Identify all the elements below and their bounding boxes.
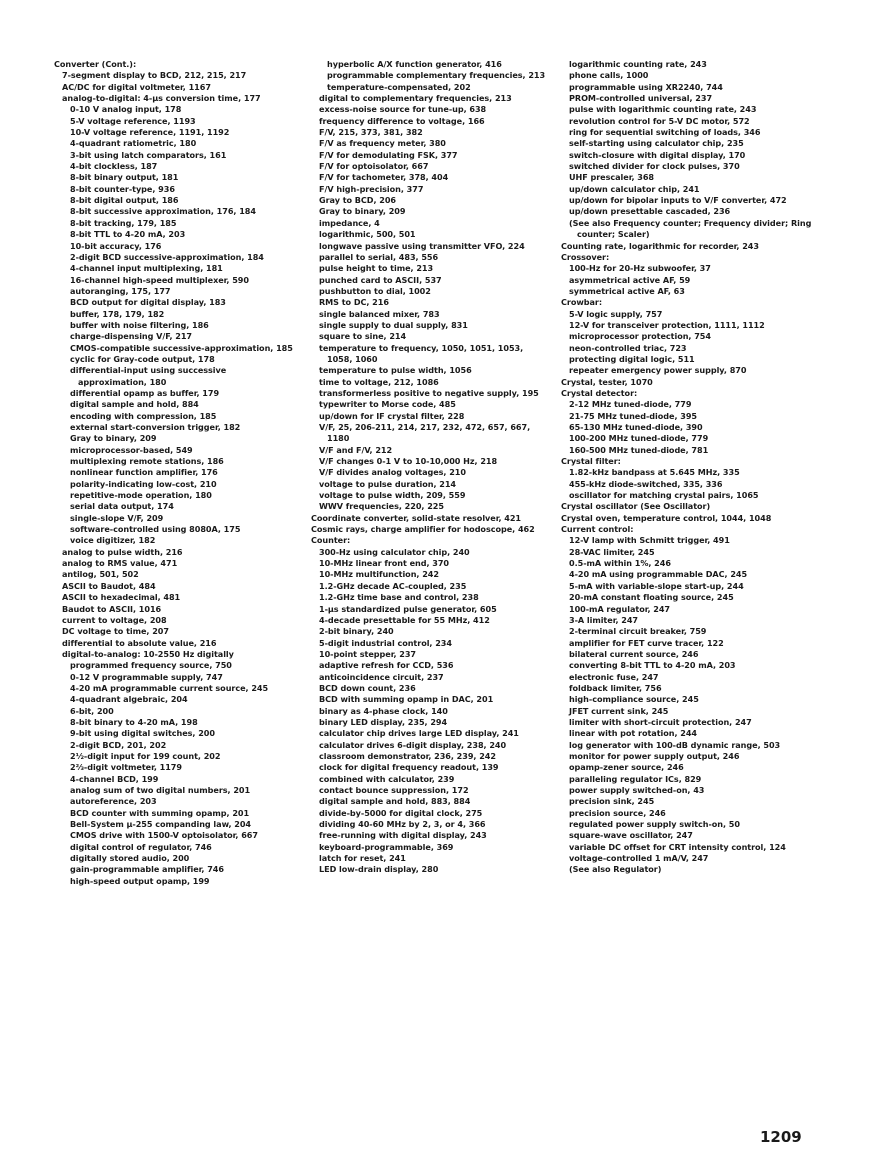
index-entry: limiter with short-circuit protection, 247 [569, 716, 752, 727]
index-entry: digital sample and hold, 883, 884 [319, 796, 471, 807]
index-entry: high-compliance source, 245 [569, 694, 699, 705]
index-entry: differential-input using successive approximation, 180 [70, 365, 227, 387]
index-entry: Gray to binary, 209 [319, 206, 406, 217]
index-entry: 4-20 mA programmable current source, 245 [70, 682, 269, 693]
index-entry: F/V as frequency meter, 380 [319, 138, 446, 149]
index-entry: 3-bit using latch comparators, 161 [70, 149, 227, 160]
index-entry: anticoincidence circuit, 237 [319, 671, 444, 682]
index-entry: self-starting using calculator chip, 235 [569, 138, 744, 149]
index-entry: 2-digit BCD successive-approximation, 184 [70, 251, 264, 262]
index-entry: repeater emergency power supply, 870 [569, 365, 747, 376]
index-entry: temperature to frequency, 1050, 1051, 1053, 1058, 1060 [319, 342, 524, 364]
index-entry: 5-V voltage reference, 1193 [70, 115, 196, 126]
index-entry: 10-MHz multifunction, 242 [319, 569, 439, 580]
index-entry: PROM-controlled universal, 237 [569, 93, 713, 104]
index-entry: repetitive-mode operation, 180 [70, 490, 212, 501]
index-entry: LED low-drain display, 280 [319, 864, 439, 875]
index-entry: keyboard-programmable, 369 [319, 841, 454, 852]
index-entry: analog to pulse width, 216 [62, 546, 183, 557]
index-entry: calculator drives 6-digit display, 238, 240 [319, 739, 507, 750]
index-entry: foldback limiter, 756 [569, 682, 662, 693]
index-entry: paralleling regulator ICs, 829 [569, 773, 702, 784]
index-entry: 100-200 MHz tuned-diode, 779 [569, 433, 709, 444]
index-entry: charge-dispensing V/F, 217 [70, 331, 192, 342]
index-entry: precision source, 246 [569, 807, 666, 818]
index-entry: JFET current sink, 245 [569, 705, 669, 716]
index-entry: V/F divides analog voltages, 210 [319, 467, 466, 478]
index-entry: analog to RMS value, 471 [62, 558, 178, 569]
index-heading: Current control: [561, 524, 634, 535]
index-entry: 7-segment display to BCD, 212, 215, 217 [62, 70, 247, 81]
index-entry: bilateral current source, 246 [569, 648, 699, 659]
index-entry: 4-bit clockless, 187 [70, 161, 158, 172]
index-entry: BCD counter with summing opamp, 201 [70, 807, 250, 818]
index-heading: Counter: [311, 535, 351, 546]
index-entry: BCD down count, 236 [319, 682, 416, 693]
index-entry: 9-bit using digital switches, 200 [70, 728, 215, 739]
index-heading: Crystal filter: [561, 456, 621, 467]
index-entry: F/V for demodulating FSK, 377 [319, 149, 458, 160]
index-entry: Gray to binary, 209 [70, 433, 157, 444]
index-heading: Coordinate converter, solid-state resolver, 421 [311, 512, 521, 523]
index-entry: BCD with summing opamp in DAC, 201 [319, 694, 494, 705]
index-entry: autoranging, 175, 177 [70, 285, 171, 296]
index-entry: 12-V for transceiver protection, 1111, 1112 [569, 319, 765, 330]
index-entry: 8-bit binary to 4-20 mA, 198 [70, 716, 198, 727]
index-entry: divide-by-5000 for digital clock, 275 [319, 807, 483, 818]
index-entry: buffer with noise filtering, 186 [70, 319, 209, 330]
index-entry: punched card to ASCII, 537 [319, 274, 442, 285]
index-entry: programmable using XR2240, 744 [569, 81, 723, 92]
page-number: 1209 [760, 1128, 802, 1146]
index-entry: digitally stored audio, 200 [70, 853, 190, 864]
index-entry: switched divider for clock pulses, 370 [569, 161, 740, 172]
index-entry: binary as 4-phase clock, 140 [319, 705, 448, 716]
index-entry: 160-500 MHz tuned-diode, 781 [569, 444, 709, 455]
index-entry: 8-bit digital output, 186 [70, 195, 179, 206]
index-entry: microprocessor protection, 754 [569, 331, 711, 342]
index-entry: ASCII to hexadecimal, 481 [62, 592, 181, 603]
index-entry: 4-20 mA using programmable DAC, 245 [569, 569, 748, 580]
index-heading: Crystal oven, temperature control, 1044, 1048 [561, 512, 772, 523]
index-heading: Cosmic rays, charge amplifier for hodoscope, 462 [311, 524, 535, 535]
index-entry: 28-VAC limiter, 245 [569, 546, 655, 557]
index-entry: neon-controlled triac, 723 [569, 342, 687, 353]
index-entry: 5-V logic supply, 757 [569, 308, 663, 319]
index-entry: impedance, 4 [319, 217, 380, 228]
index-entry: 1.2-GHz time base and control, 238 [319, 592, 479, 603]
index-entry: 100-mA regulator, 247 [569, 603, 671, 614]
index-entry: phone calls, 1000 [569, 70, 649, 81]
index-entry: 2-terminal circuit breaker, 759 [569, 626, 707, 637]
index-entry: 4-channel BCD, 199 [70, 773, 159, 784]
index-entry: 10-point stepper, 237 [319, 648, 416, 659]
index-heading: Converter (Cont.): [54, 59, 137, 69]
index-entry: digital-to-analog: 10-2550 Hz digitally programmed frequency source, 750 [62, 648, 234, 671]
index-heading: Counting rate, logarithmic for recorder, 243 [561, 240, 759, 251]
index-entry: encoding with compression, 185 [70, 410, 217, 421]
index-column-3 [561, 59, 821, 876]
index-entry: log generator with 100-dB dynamic range, 503 [569, 739, 781, 750]
index-entry: (See also Frequency counter; Frequency divider; Ring counter; Scaler) [569, 217, 812, 240]
index-entry: 4-quadrant ratiometric, 180 [70, 138, 197, 149]
index-entry: software-controlled using 8080A, 175 [70, 524, 241, 535]
index-entry: 65-130 MHz tuned-diode, 390 [569, 422, 703, 432]
index-entry: adaptive refresh for CCD, 536 [319, 660, 454, 671]
index-entry: square to sine, 214 [319, 331, 407, 342]
index-entry: antilog, 501, 502 [62, 569, 139, 580]
index-entry: F/V for optoisolator, 667 [319, 161, 429, 172]
index-entry: electronic fuse, 247 [569, 671, 659, 682]
index-entry: asymmetrical active AF, 59 [569, 274, 691, 285]
index-entry: 5-digit industrial control, 234 [319, 637, 452, 648]
index-entry: AC/DC for digital voltmeter, 1167 [62, 81, 211, 92]
index-entry: 8-bit binary output, 181 [70, 172, 179, 183]
index-entry: 1-μs standardized pulse generator, 605 [319, 603, 497, 614]
index-entry: 12-V lamp with Schmitt trigger, 491 [569, 535, 730, 546]
index-entry: 300-Hz using calculator chip, 240 [319, 546, 470, 557]
index-entry: 2-digit BCD, 201, 202 [70, 739, 167, 750]
index-heading: Crowbar: [561, 297, 603, 308]
index-entry: protecting digital logic, 511 [569, 353, 695, 364]
index-entry: typewriter to Morse code, 485 [319, 399, 456, 410]
index-entry: hyperbolic A/X function generator, 416 [327, 59, 502, 69]
index-entry: oscillator for matching crystal pairs, 1065 [569, 490, 759, 501]
index-entry: digital control of regulator, 746 [70, 841, 212, 852]
index-entry: 10-V voltage reference, 1191, 1192 [70, 127, 230, 138]
index-entry: (See also Regulator) [569, 864, 662, 875]
index-entry: linear with pot rotation, 244 [569, 728, 697, 739]
index-entry: 8-bit counter-type, 936 [70, 183, 175, 194]
index-entry: free-running with digital display, 243 [319, 830, 487, 841]
index-entry: clock for digital frequency readout, 139 [319, 762, 499, 773]
index-entry: logarithmic, 500, 501 [319, 229, 416, 240]
index-entry: gain-programmable amplifier, 746 [70, 864, 224, 875]
index-entry: 20-mA constant floating source, 245 [569, 592, 734, 603]
index-heading: Crystal, tester, 1070 [561, 376, 653, 387]
index-entry: 10-bit accuracy, 176 [70, 240, 162, 251]
index-entry: single balanced mixer, 783 [319, 308, 440, 319]
index-entry: up/down calculator chip, 241 [569, 183, 700, 194]
index-entry: RMS to DC, 216 [319, 297, 389, 308]
index-entry: serial data output, 174 [70, 501, 174, 512]
index-heading: Crystal oscillator (See Oscillator) [561, 501, 711, 512]
index-entry: differential to absolute value, 216 [62, 637, 217, 648]
index-entry: DC voltage to time, 207 [62, 626, 169, 637]
index-entry: cyclic for Gray-code output, 178 [70, 353, 215, 364]
index-entry: digital sample and hold, 884 [70, 399, 199, 410]
index-entry: 1.82-kHz bandpass at 5.645 MHz, 335 [569, 467, 740, 478]
index-entry: single supply to dual supply, 831 [319, 319, 468, 330]
index-entry: 4-decade presettable for 55 MHz, 412 [319, 614, 490, 625]
index-entry: F/V, 215, 373, 381, 382 [319, 127, 423, 138]
index-entry: opamp-zener source, 246 [569, 762, 684, 773]
index-entry: binary LED display, 235, 294 [319, 716, 448, 727]
index-entry: time to voltage, 212, 1086 [319, 376, 439, 387]
index-entry: voice digitizer, 182 [70, 535, 156, 546]
index-entry: current to voltage, 208 [62, 614, 167, 625]
index-entry: 8-bit TTL to 4-20 mA, 203 [70, 229, 186, 240]
index-entry: external start-conversion trigger, 182 [70, 422, 241, 432]
index-entry: temperature-compensated, 202 [327, 81, 471, 92]
index-entry: polarity-indicating low-cost, 210 [70, 478, 217, 489]
index-entry: excess-noise source for tune-up, 638 [319, 104, 487, 115]
index-entry: 0-12 V programmable supply, 747 [70, 671, 223, 682]
index-entry: combined with calculator, 239 [319, 773, 455, 784]
index-entry: 0.5-mA within 1%, 246 [569, 558, 671, 569]
index-entry: 16-channel high-speed multiplexer, 590 [70, 274, 249, 285]
index-entry: high-speed output opamp, 199 [70, 875, 210, 886]
index-entry: V/F, 25, 206-211, 214, 217, 232, 472, 657, 667, 1180 [319, 422, 531, 444]
index-entry: dividing 40-60 MHz by 2, 3, or 4, 366 [319, 819, 486, 830]
index-entry: variable DC offset for CRT intensity control, 124 [569, 841, 786, 852]
index-entry: Bell-System μ-255 companding law, 204 [70, 819, 252, 830]
index-entry: contact bounce suppression, 172 [319, 785, 469, 795]
index-entry: UHF prescaler, 368 [569, 172, 654, 183]
index-entry: multiplexing remote stations, 186 [70, 456, 224, 467]
index-entry: 21-75 MHz tuned-diode, 395 [569, 410, 697, 421]
index-entry: up/down for IF crystal filter, 228 [319, 410, 465, 421]
index-entry: pulse height to time, 213 [319, 263, 434, 274]
index-entry: monitor for power supply output, 246 [569, 750, 740, 761]
index-entry: power supply switched-on, 43 [569, 785, 705, 795]
index-entry: WWV frequencies, 220, 225 [319, 501, 444, 512]
index-entry: symmetrical active AF, 63 [569, 285, 685, 296]
index-heading: Crystal detector: [561, 387, 638, 398]
index-entry: logarithmic counting rate, 243 [569, 59, 707, 69]
index-entry: up/down presettable cascaded, 236 [569, 206, 731, 217]
index-entry: converting 8-bit TTL to 4-20 mA, 203 [569, 660, 736, 671]
index-entry: amplifier for FET curve tracer, 122 [569, 637, 724, 648]
index-entry: 100-Hz for 20-Hz subwoofer, 37 [569, 263, 711, 274]
index-entry: analog sum of two digital numbers, 201 [70, 785, 251, 795]
index-entry: ASCII to Baudot, 484 [62, 580, 156, 591]
index-entry: 2-bit binary, 240 [319, 626, 394, 637]
index-entry: longwave passive using transmitter VFO, 224 [319, 240, 525, 251]
index-entry: 8-bit tracking, 179, 185 [70, 217, 177, 228]
index-heading: Crossover: [561, 251, 610, 262]
index-entry: 10-MHz linear front end, 370 [319, 558, 450, 569]
index-entry: nonlinear function amplifier, 176 [70, 467, 218, 478]
index-entry: analog-to-digital: 4-μs conversion time, 177 [62, 93, 261, 104]
index-entry: CMOS-compatible successive-approximation, 185 [70, 342, 293, 353]
index-entry: precision sink, 245 [569, 796, 655, 807]
index-entry: F/V high-precision, 377 [319, 183, 424, 194]
index-entry: 455-kHz diode-switched, 335, 336 [569, 478, 723, 489]
index-entry: square-wave oscillator, 247 [569, 830, 693, 841]
index-entry: V/F changes 0-1 V to 10-10,000 Hz, 218 [319, 456, 498, 467]
index-entry: V/F and F/V, 212 [319, 444, 393, 455]
index-entry: pushbutton to dial, 1002 [319, 285, 431, 296]
index-entry: revolution control for 5-V DC motor, 572 [569, 115, 750, 126]
index-entry: up/down for bipolar inputs to V/F converter, 472 [569, 195, 787, 206]
index-entry: latch for reset, 241 [319, 853, 406, 864]
index-entry: digital to complementary frequencies, 213 [319, 93, 512, 104]
index-entry: Baudot to ASCII, 1016 [62, 603, 162, 614]
index-entry: 2⅔-digit voltmeter, 1179 [70, 762, 182, 773]
index-entry: 0-10 V analog input, 178 [70, 104, 182, 115]
index-entry: 2½-digit input for 199 count, 202 [70, 750, 221, 761]
index-entry: temperature to pulse width, 1056 [319, 365, 472, 376]
index-entry: 6-bit, 200 [70, 705, 114, 716]
index-entry: buffer, 178, 179, 182 [70, 308, 165, 319]
index-entry: 4-channel input multiplexing, 181 [70, 263, 223, 274]
index-entry: 4-quadrant algebraic, 204 [70, 694, 188, 705]
index-entry: regulated power supply switch-on, 50 [569, 819, 740, 830]
index-entry: programmable complementary frequencies, 213 [327, 70, 546, 81]
index-entry: 1.2-GHz decade AC-coupled, 235 [319, 580, 467, 591]
index-entry: classroom demonstrator, 236, 239, 242 [319, 750, 496, 761]
index-entry: differential opamp as buffer, 179 [70, 387, 220, 398]
index-column-1 [54, 59, 294, 887]
index-entry: 3-A limiter, 247 [569, 614, 638, 625]
index-entry: transformerless positive to negative supply, 195 [319, 387, 539, 398]
index-entry: voltage to pulse duration, 214 [319, 478, 457, 489]
index-entry: autoreference, 203 [70, 796, 157, 807]
index-entry: 8-bit successive approximation, 176, 184 [70, 206, 256, 217]
index-entry: parallel to serial, 483, 556 [319, 251, 439, 262]
index-entry: 2-12 MHz tuned-diode, 779 [569, 399, 692, 410]
index-entry: F/V for tachometer, 378, 404 [319, 172, 449, 183]
index-entry: CMOS drive with 1500-V optoisolator, 667 [70, 830, 258, 841]
index-entry: single-slope V/F, 209 [70, 512, 164, 523]
index-entry: BCD output for digital display, 183 [70, 297, 226, 308]
index-entry: calculator chip drives large LED display, 241 [319, 728, 519, 739]
index-column-2 [311, 59, 551, 876]
index-entry: frequency difference to voltage, 166 [319, 115, 485, 126]
index-entry: voltage-controlled 1 mA/V, 247 [569, 853, 709, 864]
index-entry: switch-closure with digital display, 170 [569, 149, 746, 160]
index-entry: microprocessor-based, 549 [70, 444, 193, 455]
index-entry: Gray to BCD, 206 [319, 195, 397, 206]
index-entry: ring for sequential switching of loads, 346 [569, 127, 761, 138]
index-entry: 5-mA with variable-slope start-up, 244 [569, 580, 744, 591]
index-entry: pulse with logarithmic counting rate, 243 [569, 104, 757, 115]
index-entry: voltage to pulse width, 209, 559 [319, 490, 466, 501]
